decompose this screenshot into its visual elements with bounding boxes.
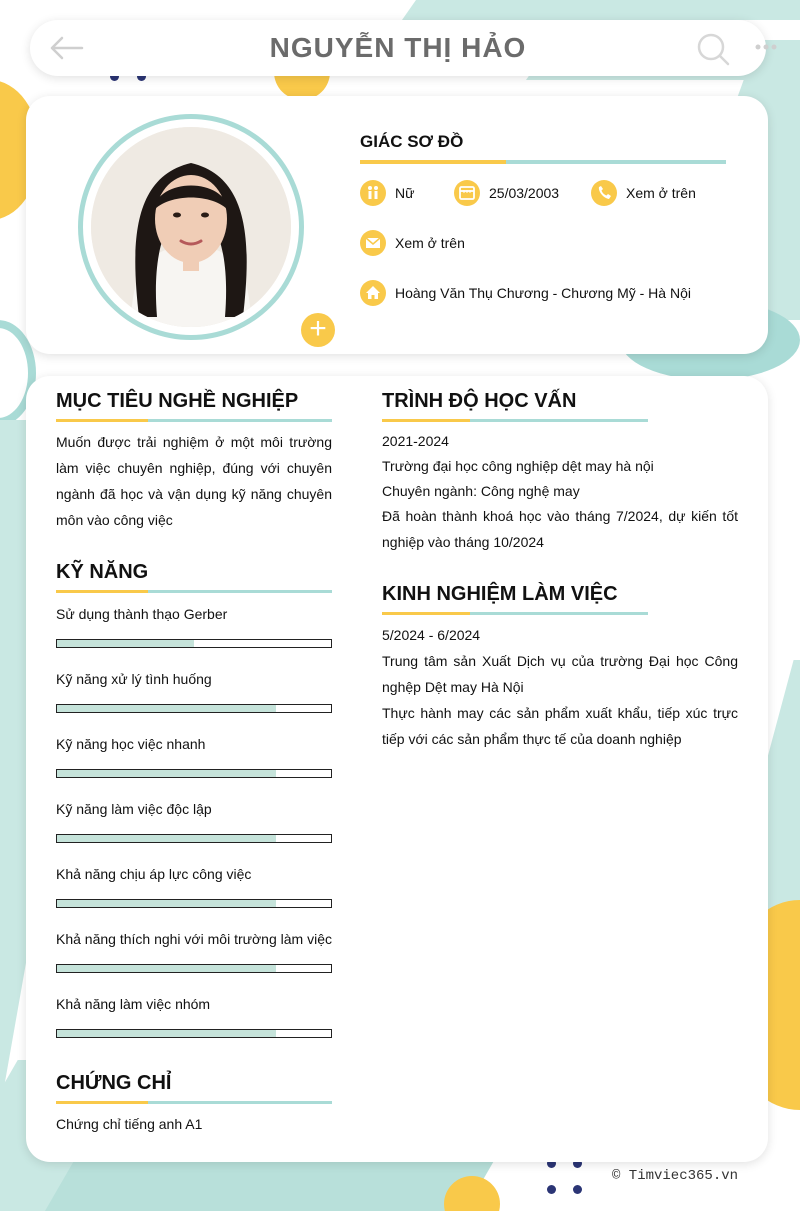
objective-underline — [56, 419, 332, 422]
gender-row — [360, 180, 414, 206]
skills-underline — [56, 590, 332, 593]
skill-bar-fill — [57, 965, 276, 972]
footer-credit: © Timviec365.vn — [612, 1168, 739, 1184]
certificates-underline — [56, 1101, 332, 1104]
phone-row — [591, 180, 696, 206]
experience-description: Thực hành may các sản phẩm xuất khẩu, tiếp xúc trực tiếp với các sản phẩm thực tế của doanh nghiệp — [382, 705, 738, 747]
skill-bar-fill — [57, 1030, 276, 1037]
address-value: Hoàng Văn Thụ Chương - Chương Mỹ - Hà Nội — [395, 285, 691, 301]
add-photo-button[interactable]: + — [301, 313, 335, 347]
experience-heading: KINH NGHIỆM LÀM VIỆC — [382, 583, 618, 605]
search-icon[interactable] — [696, 32, 730, 66]
birthdate-row — [454, 180, 559, 206]
skill-label: Khả năng làm việc nhóm — [56, 996, 211, 1012]
skill-bar — [56, 1029, 332, 1038]
skill-bar-fill — [57, 770, 276, 777]
certificates-heading: CHỨNG CHỈ — [56, 1072, 172, 1094]
gender-value: Nữ — [395, 185, 415, 201]
avatar-frame — [78, 114, 327, 345]
objective-heading: MỤC TIÊU NGHỀ NGHIỆP — [56, 390, 299, 412]
email-row — [360, 230, 465, 256]
address-row — [360, 280, 691, 306]
objective-text: Muốn được trải nghiệm ở một môi trường làm việc chuyên nghiệp, đúng với chuyên ngành đã học và vận dụng kỹ năng chuyên môn vào công việc — [56, 434, 332, 528]
gender-icon — [360, 180, 386, 206]
main-card — [26, 376, 768, 1162]
skill-bar-fill — [57, 835, 276, 842]
skill-bar — [56, 704, 332, 713]
skills-heading: KỸ NĂNG — [56, 561, 149, 583]
profile-card — [26, 96, 768, 354]
more-icon[interactable] — [754, 42, 778, 52]
education-major: Chuyên ngành: Công nghệ may — [382, 483, 580, 499]
page-title: NGUYỄN THỊ HẢO — [269, 32, 527, 63]
experience-underline — [382, 612, 648, 615]
education-heading: TRÌNH ĐỘ HỌC VẤN — [382, 390, 577, 412]
phone-icon — [591, 180, 617, 206]
skill-bar-fill — [57, 705, 276, 712]
email-icon — [360, 230, 386, 256]
skill-bar — [56, 899, 332, 908]
skill-label: Kỹ năng làm việc độc lập — [56, 801, 212, 817]
skill-label: Sử dụng thành thạo Gerber — [56, 606, 228, 622]
skill-bar-fill — [57, 640, 194, 647]
email-value: Xem ở trên — [395, 235, 465, 251]
avatar-photo — [91, 127, 291, 327]
skill-label: Kỹ năng xử lý tình huống — [56, 671, 212, 687]
skill-label: Khả năng thích nghi với môi trường làm việc — [56, 931, 332, 947]
skill-bar — [56, 964, 332, 973]
calendar-icon — [454, 180, 480, 206]
skill-bar — [56, 834, 332, 843]
education-note: Đã hoàn thành khoá học vào tháng 7/2024, dự kiến tốt nghiệp vào tháng 10/2024 — [382, 508, 738, 550]
skill-label: Khả năng chịu áp lực công việc — [56, 866, 252, 882]
job-title-underline — [360, 160, 726, 164]
home-icon — [360, 280, 386, 306]
top-bar — [30, 20, 766, 76]
education-school: Trường đại học công nghiệp dệt may hà nội — [382, 458, 654, 474]
skill-bar — [56, 639, 332, 648]
certificate-item: Chứng chỉ tiếng anh A1 — [56, 1116, 203, 1132]
experience-company: Trung tâm sản Xuất Dịch vụ của trường Đại học Công nghệp Dệt may Hà Nội — [382, 653, 738, 695]
skill-label: Kỹ năng học việc nhanh — [56, 736, 206, 752]
birthdate-value: 25/03/2003 — [489, 185, 560, 201]
avatar — [91, 127, 291, 327]
education-period: 2021-2024 — [382, 433, 449, 449]
experience-period: 5/2024 - 6/2024 — [382, 627, 481, 643]
phone-value: Xem ở trên — [626, 185, 696, 201]
job-title: GIÁC SƠ ĐỒ — [360, 132, 464, 151]
education-underline — [382, 419, 648, 422]
skill-bar — [56, 769, 332, 778]
skill-bar-fill — [57, 900, 276, 907]
